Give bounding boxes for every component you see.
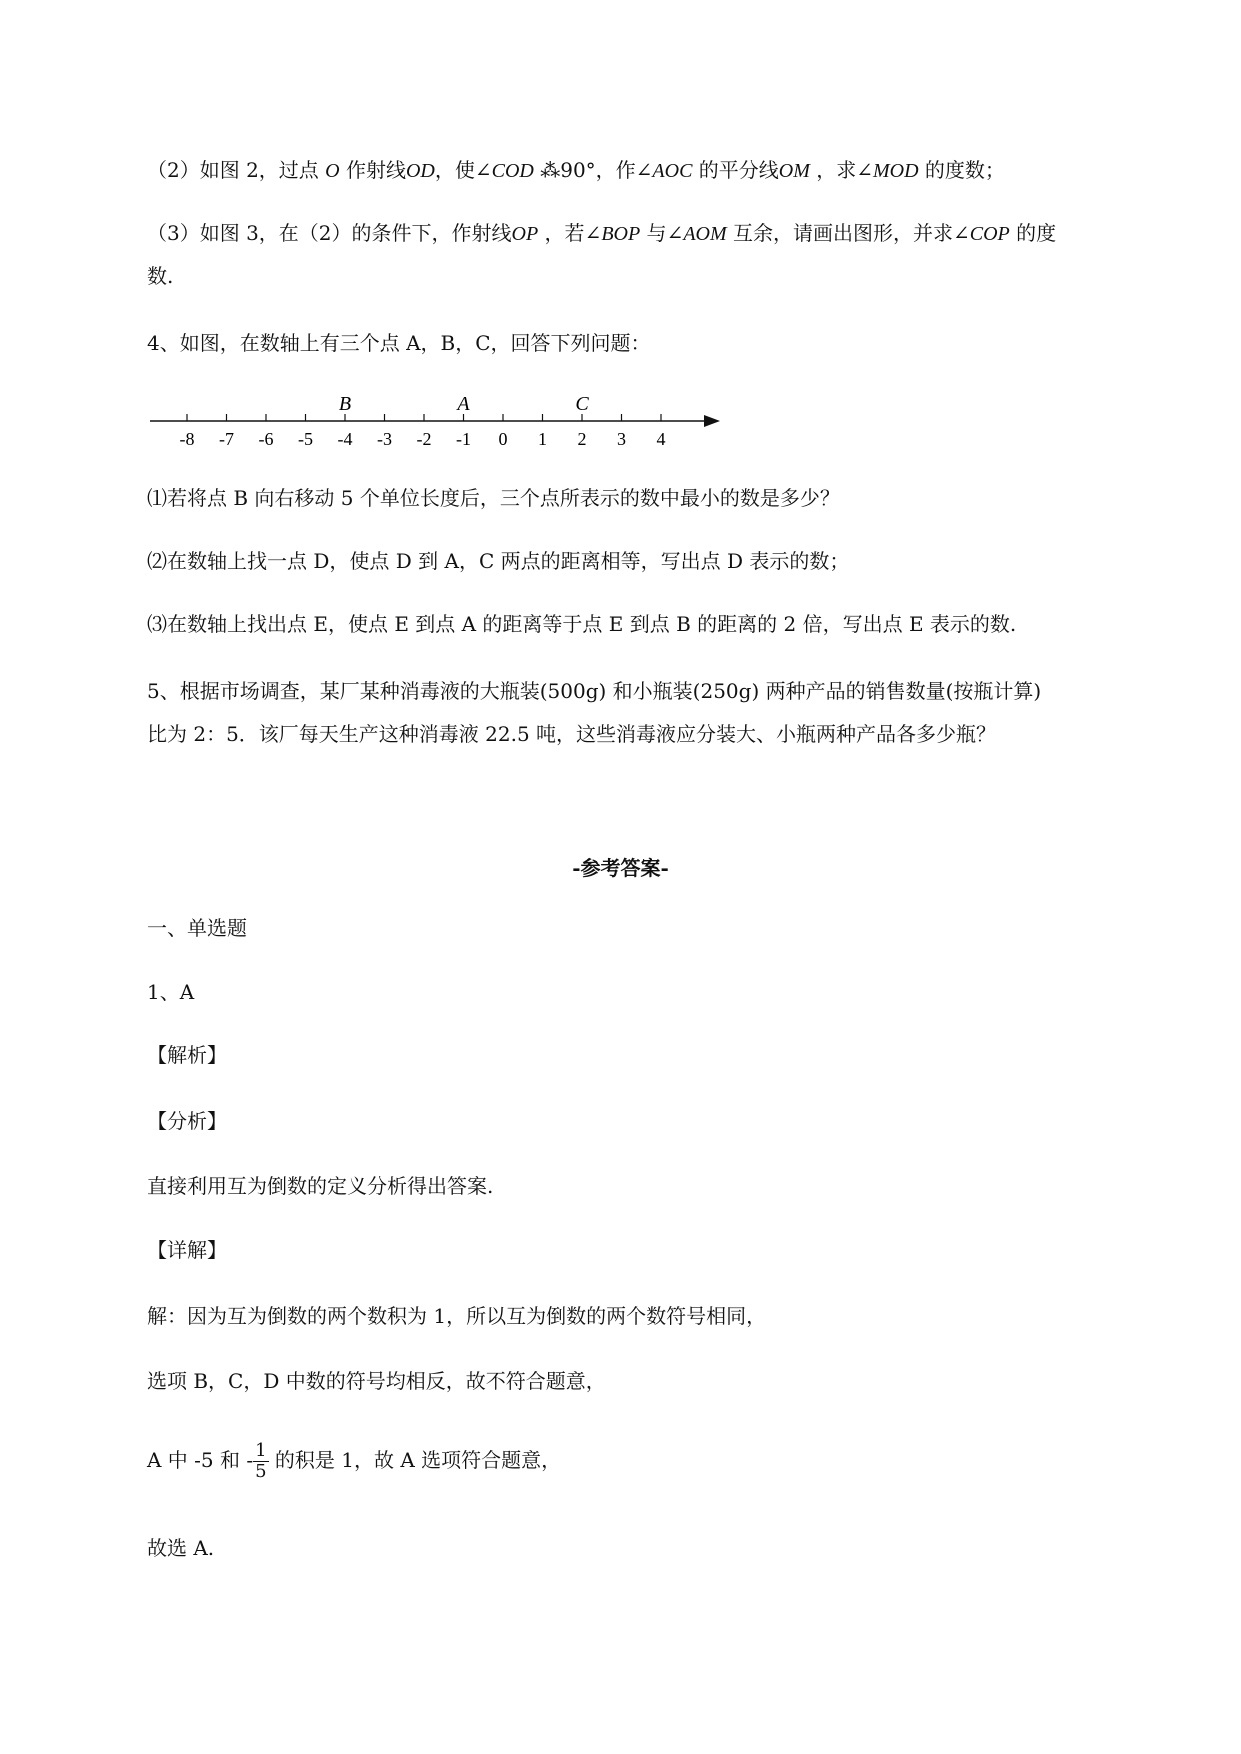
fraction-denominator: 5 — [255, 1461, 267, 1482]
detail-line-1: 解：因为互为倒数的两个数积为 1，所以互为倒数的两个数符号相同， — [147, 1304, 767, 1328]
tick-label: -5 — [298, 429, 313, 449]
answers-title: -参考答案- — [572, 856, 669, 880]
answer-q1: 1、A — [147, 980, 195, 1004]
point-label-b: B — [338, 393, 352, 415]
tick-label: -2 — [416, 429, 432, 449]
angle-aoc: ∠AOC — [635, 160, 693, 182]
angle-aom: ∠AOM — [666, 223, 727, 245]
tick-label: -4 — [337, 429, 353, 449]
number-line-figure — [140, 388, 740, 458]
detail-line-2: 选项 B，C，D 中数的符号均相反，故不符合题意， — [147, 1369, 606, 1393]
jiexi-heading: 【解析】 — [147, 1043, 227, 1067]
text: 作射线 — [339, 158, 406, 182]
text: ⁂90°，作 — [533, 158, 636, 182]
text: 的平分线 — [692, 158, 779, 182]
text: （2）如图 2，过点 — [147, 158, 326, 182]
text: A 中 -5 和 - — [147, 1448, 254, 1472]
tick-label: 3 — [617, 429, 626, 449]
q4-sub2: ⑵在数轴上找一点 D，使点 D 到 A，C 两点的距离相等，写出点 D 表示的数； — [147, 549, 850, 573]
detail-line-4: 故选 A. — [147, 1536, 215, 1560]
point-o: O — [325, 160, 340, 182]
text: 的度数； — [918, 158, 1005, 182]
xiangjie-heading: 【详解】 — [147, 1238, 227, 1262]
q4-stem: 4、如图，在数轴上有三个点 A，B，C，回答下列问题： — [147, 331, 651, 355]
tick-label: 2 — [577, 429, 587, 449]
tick-label: -1 — [456, 429, 471, 449]
section-heading: 一、单选题 — [147, 916, 247, 940]
q4-sub3: ⑶在数轴上找出点 E，使点 E 到点 A 的距离等于点 E 到点 B 的距离的 2 倍，写出点 E 表示的数. — [147, 612, 1017, 636]
tick-label: 0 — [498, 429, 508, 449]
q5-line2: 比为 2：5．该厂每天生产这种消毒液 22.5 吨，这些消毒液应分装大、小瓶两种产品各多少瓶？ — [147, 722, 997, 746]
tick-label: -7 — [219, 429, 234, 449]
point-label-a: A — [457, 393, 470, 415]
text: ，求 — [809, 158, 857, 182]
point-label-c: C — [575, 393, 589, 415]
fenxi-heading: 【分析】 — [147, 1109, 227, 1133]
detail-line-3 — [147, 1438, 561, 1482]
ray-od: OD — [405, 160, 435, 182]
text: ，若 — [538, 221, 585, 245]
fenxi-text: 直接利用互为倒数的定义分析得出答案. — [147, 1174, 494, 1198]
tick-label: -3 — [377, 429, 392, 449]
tick-label: -8 — [179, 429, 195, 449]
ray-om: OM — [778, 160, 810, 182]
tick-label: 1 — [538, 429, 547, 449]
q4-sub1: ⑴若将点 B 向右移动 5 个单位长度后，三个点所表示的数中最小的数是多少？ — [147, 486, 840, 510]
text: （3）如图 3，在（2）的条件下，作射线 — [147, 221, 512, 245]
arrow-head-icon — [704, 415, 720, 427]
text: 的积是 1，故 A 选项符合题意， — [268, 1448, 562, 1472]
q3-part3-line-cont: 数. — [147, 264, 174, 288]
angle-mod: ∠MOD — [856, 160, 919, 182]
q3-part3-line — [147, 219, 1056, 248]
text: 互余，请画出图形，并求 — [726, 221, 953, 245]
ray-op: OP — [511, 223, 539, 245]
text: 的度 — [1009, 221, 1057, 245]
q3-part2-line — [147, 156, 1005, 185]
q5-line1: 5、根据市场调查，某厂某种消毒液的大瓶装(500g) 和小瓶装(250g) 两种产品的销售数量(按瓶计算) — [147, 679, 1042, 703]
tick-label: 4 — [656, 429, 666, 449]
tick-label: -6 — [258, 429, 274, 449]
angle-cod: ∠COD — [474, 160, 534, 182]
fraction — [253, 1441, 268, 1482]
angle-cop: ∠COP — [953, 223, 1010, 245]
text: ，使 — [434, 158, 475, 182]
text: 与 — [640, 221, 667, 245]
angle-bop: ∠BOP — [584, 223, 641, 245]
fraction-numerator: 1 — [255, 1440, 267, 1461]
